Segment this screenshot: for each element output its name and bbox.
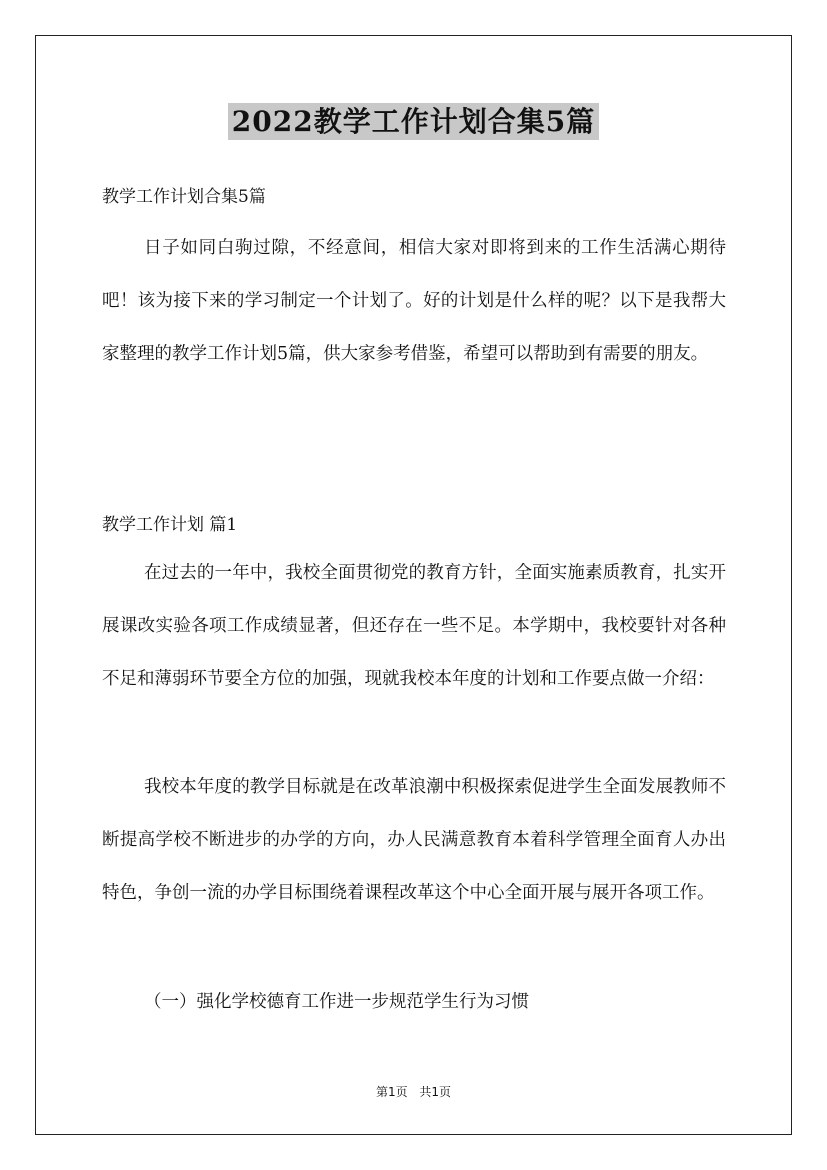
page-total: 共1页 xyxy=(419,1085,452,1099)
document-title: 2022教学工作计划合集5篇 xyxy=(228,103,599,140)
page-footer xyxy=(0,1083,827,1100)
section-list-item: （一）强化学校德育工作进一步规范学生行为习惯 xyxy=(144,992,529,1012)
intro-paragraph: 日子如同白驹过隙，不经意间，相信大家对即将到来的工作生活满心期待吧！该为接下来的学习制定一个计划了。好的计划是什么样的呢？以下是我帮大家整理的教学工作计划5篇，供大家参考借鉴，希望可以帮助到有需要的朋友。 xyxy=(102,238,726,364)
section-heading: 教学工作计划 篇1 xyxy=(102,515,238,535)
document-title-wrapper xyxy=(0,100,827,140)
document-subtitle: 教学工作计划合集5篇 xyxy=(102,187,266,207)
section-paragraph-2: 我校本年度的教学目标就是在改革浪潮中积极探索促进学生全面发展教师不断提高学校不断进步的办学的方向，办人民满意教育本着科学管理全面育人办出特色，争创一流的办学目标围绕着课程改革这个中心全面开展与展开各项工作。 xyxy=(102,777,726,903)
page-number: 第1页 xyxy=(375,1085,408,1099)
section-paragraph-1: 在过去的一年中，我校全面贯彻党的教育方针，全面实施素质教育，扎实开展课改实验各项工作成绩显著，但还存在一些不足。本学期中，我校要针对各种不足和薄弱环节要全方位的加强，现就我校本年度的计划和工作要点做一介绍： xyxy=(102,563,726,689)
